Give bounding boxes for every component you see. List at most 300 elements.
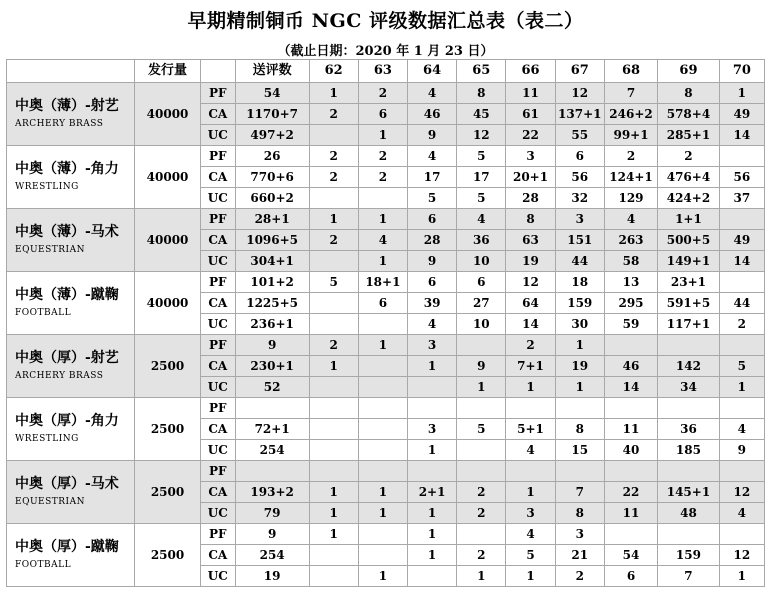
grade-count-66: 19 — [506, 251, 555, 272]
grade-count-62: 2 — [309, 335, 358, 356]
header-grade-67: 67 — [555, 60, 604, 83]
grade-count-67: 1 — [555, 335, 604, 356]
grade-count-69: 7 — [658, 566, 720, 587]
grade-count-69: 149+1 — [658, 251, 720, 272]
grade-count-68: 246+2 — [604, 104, 657, 125]
grade-count-64: 9 — [407, 125, 456, 146]
grade-count-67: 32 — [555, 188, 604, 209]
grade-count-69: 34 — [658, 377, 720, 398]
grade-count-69: 424+2 — [658, 188, 720, 209]
grade-count-63 — [358, 461, 407, 482]
grade-count-70: 14 — [719, 251, 764, 272]
grade-type: PF — [200, 524, 235, 545]
grade-count-64: 17 — [407, 167, 456, 188]
issue-quantity: 2500 — [135, 398, 201, 461]
grade-count-64: 4 — [407, 83, 456, 104]
grade-count-70: 49 — [719, 230, 764, 251]
coin-name-en: WRESTLING — [15, 182, 79, 192]
header-grade-69: 69 — [658, 60, 720, 83]
grade-count-67: 18 — [555, 272, 604, 293]
grade-count-63 — [358, 440, 407, 461]
grade-count-70: 37 — [719, 188, 764, 209]
grade-count-65: 5 — [457, 419, 506, 440]
grade-count-67: 55 — [555, 125, 604, 146]
grade-count-67: 159 — [555, 293, 604, 314]
grade-count-64: 39 — [407, 293, 456, 314]
grade-count-70 — [719, 461, 764, 482]
grade-count-64: 2+1 — [407, 482, 456, 503]
grade-count-66: 1 — [506, 566, 555, 587]
grade-count-70 — [719, 335, 764, 356]
grade-count-63 — [358, 419, 407, 440]
coin-name-en: ARCHERY BRASS — [15, 119, 104, 129]
grade-count-63: 2 — [358, 167, 407, 188]
coin-name-en: FOOTBALL — [15, 560, 72, 570]
grade-count-68: 40 — [604, 440, 657, 461]
grade-count-68: 46 — [604, 356, 657, 377]
grade-type: CA — [200, 104, 235, 125]
grade-count-62: 1 — [309, 524, 358, 545]
header-grade-68: 68 — [604, 60, 657, 83]
grade-count-67: 8 — [555, 419, 604, 440]
grade-count-69: 2 — [658, 146, 720, 167]
grade-count-65: 1 — [457, 566, 506, 587]
grade-count-63 — [358, 377, 407, 398]
issue-quantity: 40000 — [135, 146, 201, 209]
grade-count-65: 45 — [457, 104, 506, 125]
grade-count-63: 18+1 — [358, 272, 407, 293]
grade-count-67: 137+1 — [555, 104, 604, 125]
grade-count-65: 8 — [457, 83, 506, 104]
grade-count-66: 5+1 — [506, 419, 555, 440]
grade-count-66 — [506, 398, 555, 419]
grade-count-68: 54 — [604, 545, 657, 566]
grade-count-67: 6 — [555, 146, 604, 167]
grade-count-70 — [719, 272, 764, 293]
grade-type: CA — [200, 545, 235, 566]
issue-quantity: 2500 — [135, 335, 201, 398]
grade-type: CA — [200, 356, 235, 377]
document-subtitle: （截止日期：2020 年 1 月 23 日） — [277, 44, 494, 59]
grade-count-62: 1 — [309, 503, 358, 524]
grade-count-62: 1 — [309, 83, 358, 104]
grade-count-65: 5 — [457, 188, 506, 209]
grade-count-69: 36 — [658, 419, 720, 440]
grade-count-68: 124+1 — [604, 167, 657, 188]
grade-count-64 — [407, 461, 456, 482]
grade-count-63: 2 — [358, 146, 407, 167]
grade-count-63: 4 — [358, 230, 407, 251]
grade-count-64 — [407, 377, 456, 398]
header-grade-65: 65 — [457, 60, 506, 83]
grade-count-63 — [358, 314, 407, 335]
total-submitted: 72+1 — [235, 419, 309, 440]
grade-count-66: 12 — [506, 272, 555, 293]
grade-count-66: 14 — [506, 314, 555, 335]
total-submitted: 236+1 — [235, 314, 309, 335]
grade-count-68: 7 — [604, 83, 657, 104]
grade-count-68: 295 — [604, 293, 657, 314]
grade-count-62 — [309, 461, 358, 482]
grade-count-66: 7+1 — [506, 356, 555, 377]
grade-count-63 — [358, 545, 407, 566]
grade-count-70: 1 — [719, 83, 764, 104]
grade-count-70: 12 — [719, 545, 764, 566]
grade-count-70: 4 — [719, 419, 764, 440]
grade-count-62: 5 — [309, 272, 358, 293]
grade-count-70 — [719, 146, 764, 167]
grade-count-63: 1 — [358, 335, 407, 356]
grade-count-69: 285+1 — [658, 125, 720, 146]
grade-count-65: 10 — [457, 314, 506, 335]
coin-name-cell — [7, 461, 135, 524]
grade-count-66: 4 — [506, 440, 555, 461]
grade-count-62 — [309, 293, 358, 314]
coin-name-cn: 中奥（厚）-射艺 — [15, 350, 119, 366]
grade-type: PF — [200, 209, 235, 230]
coin-name-cn: 中奥（薄）-角力 — [15, 161, 119, 177]
grade-count-70 — [719, 398, 764, 419]
coin-name-cell — [7, 209, 135, 272]
total-submitted: 1225+5 — [235, 293, 309, 314]
grade-count-65 — [457, 440, 506, 461]
grade-count-69 — [658, 335, 720, 356]
grade-count-62 — [309, 566, 358, 587]
grade-count-67: 56 — [555, 167, 604, 188]
table-row — [7, 209, 765, 230]
grade-count-69 — [658, 524, 720, 545]
grade-count-67: 12 — [555, 83, 604, 104]
grade-count-69: 145+1 — [658, 482, 720, 503]
table-row — [7, 524, 765, 545]
grade-count-62: 2 — [309, 230, 358, 251]
grade-count-62 — [309, 545, 358, 566]
grade-count-62 — [309, 125, 358, 146]
grade-type: UC — [200, 566, 235, 587]
grade-count-70: 12 — [719, 482, 764, 503]
grade-count-63 — [358, 524, 407, 545]
coin-name-cell — [7, 398, 135, 461]
grade-count-65 — [457, 461, 506, 482]
grade-count-70: 2 — [719, 314, 764, 335]
coin-name-en: WRESTLING — [15, 434, 79, 444]
total-submitted: 28+1 — [235, 209, 309, 230]
grade-count-70 — [719, 209, 764, 230]
document-title: 早期精制铜币 NGC 评级数据汇总表（表二） — [187, 10, 584, 32]
grade-count-65: 4 — [457, 209, 506, 230]
grade-count-68: 6 — [604, 566, 657, 587]
grade-count-64: 1 — [407, 503, 456, 524]
grade-type: UC — [200, 125, 235, 146]
grade-count-64: 4 — [407, 314, 456, 335]
grade-count-62: 1 — [309, 356, 358, 377]
coin-name-en: FOOTBALL — [15, 308, 72, 318]
grade-count-67: 3 — [555, 209, 604, 230]
grade-count-70: 49 — [719, 104, 764, 125]
total-submitted — [235, 398, 309, 419]
coin-name-cell — [7, 524, 135, 587]
grade-count-64: 9 — [407, 251, 456, 272]
header-grade-63: 63 — [358, 60, 407, 83]
grade-type: CA — [200, 167, 235, 188]
grade-count-62 — [309, 419, 358, 440]
grade-count-63 — [358, 398, 407, 419]
grade-count-69: 591+5 — [658, 293, 720, 314]
grade-count-70 — [719, 524, 764, 545]
grade-type: PF — [200, 272, 235, 293]
grade-count-66: 22 — [506, 125, 555, 146]
grade-type: CA — [200, 419, 235, 440]
grade-count-65: 5 — [457, 146, 506, 167]
grading-table — [6, 59, 765, 587]
grade-count-66: 1 — [506, 482, 555, 503]
grade-count-64 — [407, 566, 456, 587]
grade-count-68: 59 — [604, 314, 657, 335]
grade-count-63: 1 — [358, 125, 407, 146]
coin-name-cn: 中奥（薄）-蹴鞠 — [15, 287, 119, 303]
total-submitted: 497+2 — [235, 125, 309, 146]
grade-type: UC — [200, 314, 235, 335]
issue-quantity: 40000 — [135, 83, 201, 146]
coin-name-cn: 中奥（厚）-角力 — [15, 413, 119, 429]
table-row — [7, 83, 765, 104]
grade-count-65 — [457, 398, 506, 419]
grade-count-66: 28 — [506, 188, 555, 209]
grade-type: UC — [200, 503, 235, 524]
grade-count-69: 142 — [658, 356, 720, 377]
grade-count-64: 1 — [407, 356, 456, 377]
grade-count-64: 6 — [407, 272, 456, 293]
grade-count-64: 1 — [407, 524, 456, 545]
grade-count-70: 9 — [719, 440, 764, 461]
grade-count-67: 151 — [555, 230, 604, 251]
grade-count-64: 28 — [407, 230, 456, 251]
grade-count-67 — [555, 461, 604, 482]
grade-count-65: 6 — [457, 272, 506, 293]
table-row — [7, 461, 765, 482]
grade-count-67: 44 — [555, 251, 604, 272]
table-row — [7, 335, 765, 356]
grade-count-65: 12 — [457, 125, 506, 146]
grade-count-65: 17 — [457, 167, 506, 188]
grade-count-66: 64 — [506, 293, 555, 314]
grade-count-69: 48 — [658, 503, 720, 524]
total-submitted: 1096+5 — [235, 230, 309, 251]
grade-count-66 — [506, 461, 555, 482]
grade-count-62 — [309, 377, 358, 398]
header-grade-62: 62 — [309, 60, 358, 83]
grade-count-66: 63 — [506, 230, 555, 251]
grade-count-70: 44 — [719, 293, 764, 314]
header-row — [7, 60, 765, 83]
coin-name-cn: 中奥（厚）-蹴鞠 — [15, 539, 119, 555]
issue-quantity: 40000 — [135, 209, 201, 272]
grade-count-66: 1 — [506, 377, 555, 398]
grade-count-67: 3 — [555, 524, 604, 545]
grade-count-62: 2 — [309, 167, 358, 188]
grade-count-67: 8 — [555, 503, 604, 524]
coin-name-cell — [7, 272, 135, 335]
grade-count-69: 1+1 — [658, 209, 720, 230]
total-submitted: 230+1 — [235, 356, 309, 377]
coin-name-en: ARCHERY BRASS — [15, 371, 104, 381]
grade-type: CA — [200, 293, 235, 314]
grade-count-67: 2 — [555, 566, 604, 587]
grade-type: UC — [200, 377, 235, 398]
coin-name-cn: 中奥（薄）-马术 — [15, 224, 119, 240]
grade-count-68: 129 — [604, 188, 657, 209]
coin-name-cn: 中奥（厚）-马术 — [15, 476, 119, 492]
header-name — [7, 60, 135, 83]
grade-count-68 — [604, 524, 657, 545]
total-submitted: 660+2 — [235, 188, 309, 209]
grade-count-69: 117+1 — [658, 314, 720, 335]
grade-count-65: 2 — [457, 545, 506, 566]
grade-count-65: 2 — [457, 482, 506, 503]
grade-count-68 — [604, 398, 657, 419]
grade-count-69 — [658, 398, 720, 419]
table-row — [7, 146, 765, 167]
grade-count-66: 61 — [506, 104, 555, 125]
grade-count-64: 6 — [407, 209, 456, 230]
grade-count-62 — [309, 314, 358, 335]
grade-count-69: 476+4 — [658, 167, 720, 188]
total-submitted: 770+6 — [235, 167, 309, 188]
total-submitted: 193+2 — [235, 482, 309, 503]
grade-count-67: 1 — [555, 377, 604, 398]
grade-count-70: 1 — [719, 566, 764, 587]
total-submitted: 304+1 — [235, 251, 309, 272]
grade-count-62: 2 — [309, 146, 358, 167]
grade-count-65: 27 — [457, 293, 506, 314]
coin-name-cell — [7, 83, 135, 146]
grade-type: UC — [200, 251, 235, 272]
grade-count-70: 14 — [719, 125, 764, 146]
grade-count-66: 4 — [506, 524, 555, 545]
grade-count-67: 15 — [555, 440, 604, 461]
grade-count-69 — [658, 461, 720, 482]
grade-count-68: 11 — [604, 503, 657, 524]
grade-count-64: 46 — [407, 104, 456, 125]
total-submitted: 19 — [235, 566, 309, 587]
grade-count-66: 8 — [506, 209, 555, 230]
coin-name-cell — [7, 335, 135, 398]
grade-count-66: 5 — [506, 545, 555, 566]
total-submitted: 9 — [235, 335, 309, 356]
grade-count-67 — [555, 398, 604, 419]
grade-count-62: 1 — [309, 209, 358, 230]
grade-count-62 — [309, 188, 358, 209]
grade-count-65 — [457, 524, 506, 545]
coin-name-en: EQUESTRIAN — [15, 245, 85, 255]
grade-count-65: 2 — [457, 503, 506, 524]
coin-name-cell — [7, 146, 135, 209]
grade-type: CA — [200, 482, 235, 503]
grade-count-63: 1 — [358, 251, 407, 272]
grade-count-63: 2 — [358, 83, 407, 104]
grade-type: UC — [200, 440, 235, 461]
grade-count-64: 3 — [407, 419, 456, 440]
grade-count-66: 11 — [506, 83, 555, 104]
grade-count-65 — [457, 335, 506, 356]
grade-count-69: 185 — [658, 440, 720, 461]
grade-count-69: 8 — [658, 83, 720, 104]
table-row — [7, 398, 765, 419]
grade-count-68: 263 — [604, 230, 657, 251]
grade-count-64: 1 — [407, 545, 456, 566]
grade-count-62 — [309, 251, 358, 272]
grade-count-68: 13 — [604, 272, 657, 293]
grade-count-63: 1 — [358, 503, 407, 524]
grade-count-63: 1 — [358, 209, 407, 230]
grade-type: CA — [200, 230, 235, 251]
grade-count-63 — [358, 356, 407, 377]
header-total: 送评数 — [235, 60, 309, 83]
grade-count-65: 1 — [457, 377, 506, 398]
grade-count-62 — [309, 398, 358, 419]
grade-count-66: 20+1 — [506, 167, 555, 188]
grade-count-70: 4 — [719, 503, 764, 524]
grade-count-62 — [309, 440, 358, 461]
grade-count-62: 1 — [309, 482, 358, 503]
grade-count-69: 500+5 — [658, 230, 720, 251]
grade-count-64: 5 — [407, 188, 456, 209]
header-grade — [200, 60, 235, 83]
grade-count-70: 1 — [719, 377, 764, 398]
header-grade-66: 66 — [506, 60, 555, 83]
grade-type: PF — [200, 398, 235, 419]
grade-count-63: 1 — [358, 482, 407, 503]
grade-count-64: 4 — [407, 146, 456, 167]
table-body — [7, 60, 765, 587]
grade-count-67: 19 — [555, 356, 604, 377]
grade-type: PF — [200, 146, 235, 167]
grade-count-68 — [604, 335, 657, 356]
header-grade-70: 70 — [719, 60, 764, 83]
grade-count-68: 2 — [604, 146, 657, 167]
grade-type: PF — [200, 335, 235, 356]
grade-count-65: 10 — [457, 251, 506, 272]
grade-count-67: 7 — [555, 482, 604, 503]
grade-count-68: 11 — [604, 419, 657, 440]
issue-quantity: 2500 — [135, 461, 201, 524]
total-submitted: 9 — [235, 524, 309, 545]
grade-type: UC — [200, 188, 235, 209]
grade-count-64: 3 — [407, 335, 456, 356]
grade-count-63: 6 — [358, 104, 407, 125]
grade-count-68: 14 — [604, 377, 657, 398]
table-row — [7, 272, 765, 293]
grade-count-65: 9 — [457, 356, 506, 377]
total-submitted: 52 — [235, 377, 309, 398]
grade-count-68: 4 — [604, 209, 657, 230]
coin-name-cn: 中奥（薄）-射艺 — [15, 98, 119, 114]
issue-quantity: 40000 — [135, 272, 201, 335]
grade-count-68: 22 — [604, 482, 657, 503]
grade-count-63 — [358, 188, 407, 209]
grade-count-64 — [407, 398, 456, 419]
grade-count-64: 1 — [407, 440, 456, 461]
total-submitted: 54 — [235, 83, 309, 104]
total-submitted: 101+2 — [235, 272, 309, 293]
issue-quantity: 2500 — [135, 524, 201, 587]
total-submitted: 26 — [235, 146, 309, 167]
grade-count-69: 23+1 — [658, 272, 720, 293]
grade-count-65: 36 — [457, 230, 506, 251]
grade-count-68: 99+1 — [604, 125, 657, 146]
grade-count-68: 58 — [604, 251, 657, 272]
grade-count-67: 30 — [555, 314, 604, 335]
